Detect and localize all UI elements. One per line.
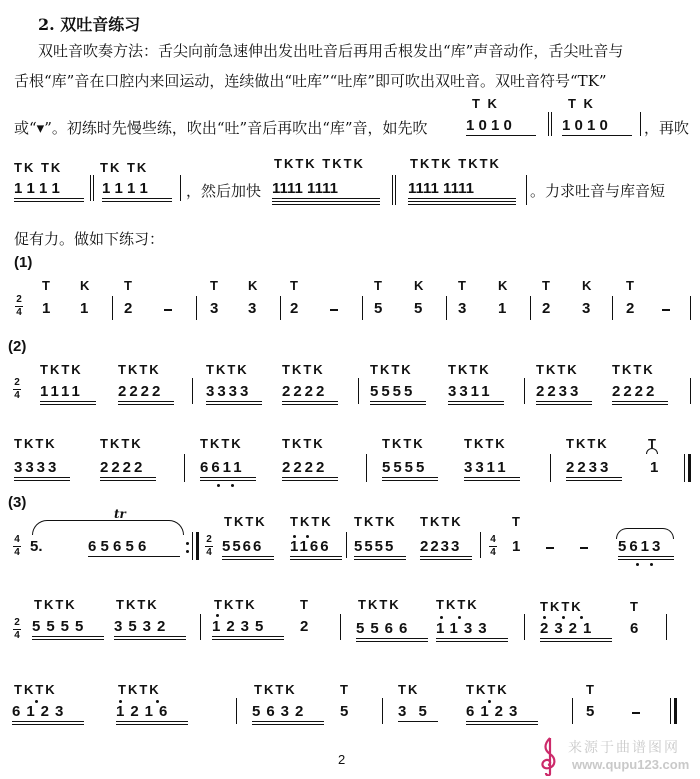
- tk-mark: TK: [398, 682, 420, 697]
- tk-mark: T: [586, 682, 596, 697]
- underline: [252, 724, 324, 725]
- tk-mark: TKTK: [464, 436, 507, 451]
- time-signature-bottom: 4: [16, 307, 22, 318]
- time-signature-bottom: 4: [490, 547, 496, 558]
- tk-mark: K: [498, 278, 510, 293]
- underline: [436, 638, 508, 639]
- tk-mark: T: [124, 278, 134, 293]
- tk-mark: TKTK: [40, 362, 83, 377]
- octave-dot: [156, 700, 159, 703]
- underline: [356, 641, 428, 642]
- note: 2: [542, 300, 551, 317]
- underline: [32, 639, 104, 640]
- underline: [566, 477, 622, 478]
- note-group: 2222: [612, 383, 658, 400]
- time-signature-top: 2: [14, 617, 20, 628]
- tk-mark: TKTK: [540, 599, 583, 614]
- tk-mark: K: [248, 278, 260, 293]
- underline: [562, 135, 632, 136]
- slur: [32, 520, 184, 535]
- note-group: 2222: [282, 383, 328, 400]
- inline-notes-6: 1111 1111: [408, 180, 474, 197]
- note: 1: [42, 300, 51, 317]
- underline: [618, 556, 674, 557]
- note-group: 5632: [252, 703, 310, 720]
- underline: [618, 559, 674, 560]
- barline: [640, 112, 641, 136]
- time-signature-bottom: 4: [14, 547, 20, 558]
- barline: [180, 175, 181, 201]
- inline-tk-1: T K: [472, 96, 499, 111]
- note: 2: [290, 300, 299, 317]
- time-signature-top: 4: [490, 534, 496, 545]
- tk-mark: T: [512, 514, 522, 529]
- octave-dot: [440, 616, 443, 619]
- barline: [690, 378, 691, 404]
- underline: [370, 404, 426, 405]
- barline: [90, 175, 91, 201]
- tk-mark: TKTK: [254, 682, 297, 697]
- tk-mark: TKTK: [14, 682, 57, 697]
- extension-dash: [580, 547, 588, 549]
- underline: [356, 638, 428, 639]
- note: 5: [414, 300, 423, 317]
- tk-mark: TKTK: [420, 514, 463, 529]
- barline: [550, 454, 551, 482]
- tk-mark: T: [290, 278, 300, 293]
- barline: [93, 175, 94, 201]
- note: 1: [80, 300, 89, 317]
- note: 3: [582, 300, 591, 317]
- tk-mark: TKTK: [214, 597, 257, 612]
- underline: [290, 559, 342, 560]
- tk-mark: T: [626, 278, 636, 293]
- barline: [196, 296, 197, 320]
- underline: [464, 480, 520, 481]
- tk-mark: T: [300, 597, 310, 612]
- note: 5: [340, 703, 349, 720]
- treble-clef-icon: [536, 736, 562, 776]
- tk-mark: TKTK: [282, 362, 325, 377]
- underline: [272, 204, 380, 205]
- barline: [346, 532, 347, 558]
- barline: [192, 378, 193, 404]
- underline: [200, 477, 256, 478]
- tk-mark: T: [542, 278, 552, 293]
- tk-mark: TKTK: [466, 682, 509, 697]
- underline: [222, 556, 274, 557]
- underline: [466, 135, 536, 136]
- note-group: 1111: [40, 383, 83, 400]
- note: 3: [248, 300, 257, 317]
- note-group: 2222: [282, 459, 328, 476]
- underline: [382, 480, 438, 481]
- inline-tk-3: TK TK: [14, 160, 63, 175]
- tk-mark: TKTK: [282, 436, 325, 451]
- note: 1: [512, 538, 521, 555]
- tk-mark: T: [340, 682, 350, 697]
- note-group: 6611: [200, 459, 245, 476]
- underline: [222, 559, 274, 560]
- note-group: 3333: [14, 459, 60, 476]
- tk-mark: T: [374, 278, 384, 293]
- underline: [398, 721, 438, 722]
- underline: [212, 639, 284, 640]
- paragraph-line-2: 舌根“库”音在口腔内来回运动，连续做出“吐库”“吐库”即可吹出双吐音。双吐音符号“TK”: [14, 72, 607, 90]
- trill-mark: tr: [114, 507, 126, 521]
- note-group: 6123: [12, 703, 70, 720]
- underline: [114, 636, 186, 637]
- paragraph-line-3b: ，再吹: [644, 119, 690, 137]
- octave-dot: [216, 614, 219, 617]
- octave-dot: [119, 700, 122, 703]
- underline: [408, 201, 516, 202]
- paragraph-line-5: 促有力。做如下练习：: [14, 230, 165, 248]
- tk-mark: K: [582, 278, 594, 293]
- paragraph-line-1: 双吐音吹奏方法：舌尖向前急速伸出发出吐音后再用舌根发出“库”声音动作，舌尖吐音与: [38, 42, 624, 60]
- barline: [446, 296, 447, 320]
- repeat-dot: [186, 550, 189, 553]
- octave-dot: [306, 535, 309, 538]
- extension-dash: [330, 309, 338, 311]
- repeat-dot: [186, 542, 189, 545]
- section-title: 2. 双吐音练习: [38, 15, 141, 34]
- underline: [436, 641, 508, 642]
- tk-mark: TKTK: [34, 597, 77, 612]
- octave-dot: [562, 616, 565, 619]
- barline: [684, 454, 685, 482]
- underline: [14, 201, 84, 202]
- note: 5: [586, 703, 595, 720]
- note-group: 1166: [290, 538, 331, 555]
- note-group: 2233: [536, 383, 582, 400]
- exercise-1-label: (1): [14, 254, 33, 271]
- underline: [32, 636, 104, 637]
- underline: [40, 404, 96, 405]
- note-group: 5555: [370, 383, 416, 400]
- underline: [448, 404, 504, 405]
- underline: [114, 639, 186, 640]
- barline: [236, 698, 237, 724]
- paragraph-line-3a: 或“▾”。初练时先慢些练，吹出“吐”音后再吹出“库”音，如先吹: [14, 119, 428, 137]
- note-group: 6 5 6 5 6: [88, 538, 147, 555]
- repeat-barline: [196, 532, 199, 560]
- barline: [670, 698, 671, 724]
- barline: [280, 296, 281, 320]
- time-signature-bottom: 4: [206, 547, 212, 558]
- underline: [282, 480, 338, 481]
- note-group: 2233: [420, 538, 462, 555]
- underline: [272, 198, 380, 199]
- barline: [184, 454, 185, 482]
- underline: [566, 480, 622, 481]
- fermata-icon: [646, 448, 658, 454]
- underline: [540, 641, 612, 642]
- underline: [118, 401, 174, 402]
- inline-notes-4: 1 1 1 1: [102, 180, 148, 197]
- tk-mark: TKTK: [290, 514, 333, 529]
- octave-dot: [650, 563, 653, 566]
- extension-dash: [164, 309, 172, 311]
- underline: [464, 477, 520, 478]
- octave-dot: [543, 616, 546, 619]
- tk-mark: K: [80, 278, 92, 293]
- barline: [480, 532, 481, 558]
- final-barline: [688, 454, 691, 482]
- note-group: 3311: [464, 459, 509, 476]
- note: 1: [650, 459, 659, 476]
- underline: [14, 480, 70, 481]
- barline: [192, 532, 193, 560]
- note-group: 5555: [354, 538, 396, 555]
- note: 5: [374, 300, 383, 317]
- underline: [14, 198, 84, 199]
- inline-tk-6: TKTK TKTK: [410, 156, 501, 171]
- exercise-3-label: (3): [8, 494, 27, 511]
- extension-dash: [546, 547, 554, 549]
- note: 3: [458, 300, 467, 317]
- underline: [612, 401, 668, 402]
- octave-dot: [217, 484, 220, 487]
- underline: [282, 401, 338, 402]
- underline: [12, 724, 84, 725]
- note: 6: [630, 620, 639, 637]
- tk-mark: TKTK: [448, 362, 491, 377]
- underline: [540, 638, 612, 639]
- note-group: 2321: [540, 620, 598, 637]
- underline: [272, 201, 380, 202]
- barline: [612, 296, 613, 320]
- underline: [118, 404, 174, 405]
- underline: [40, 401, 96, 402]
- barline: [382, 698, 383, 724]
- underline: [200, 480, 256, 481]
- tk-mark: TKTK: [612, 362, 655, 377]
- underline: [420, 556, 472, 557]
- tk-mark: TKTK: [382, 436, 425, 451]
- watermark-text: 来源于曲谱图网: [568, 740, 680, 756]
- barline: [690, 296, 691, 320]
- tk-mark: TKTK: [200, 436, 243, 451]
- watermark-url: www.qupu123.com: [572, 757, 690, 772]
- octave-dot: [458, 616, 461, 619]
- underline: [370, 401, 426, 402]
- note-group: 5566: [356, 620, 414, 637]
- underline: [420, 559, 472, 560]
- barline: [358, 378, 359, 404]
- note-group: 3333: [206, 383, 252, 400]
- inline-notes-1: 1 0 1 0: [466, 117, 512, 134]
- barline: [395, 175, 396, 205]
- tk-mark: TKTK: [354, 514, 397, 529]
- note: 2: [124, 300, 133, 317]
- tk-mark: TKTK: [566, 436, 609, 451]
- exercise-2-label: (2): [8, 338, 27, 355]
- note: 2: [300, 618, 309, 635]
- barline: [548, 112, 549, 136]
- barline: [526, 175, 527, 205]
- time-signature-top: 2: [14, 377, 20, 388]
- octave-dot: [636, 563, 639, 566]
- underline: [448, 401, 504, 402]
- underline: [282, 477, 338, 478]
- underline: [290, 556, 342, 557]
- paragraph-line-4b: 。力求吐音与库音短: [530, 182, 666, 200]
- barline: [530, 296, 531, 320]
- barline: [366, 454, 367, 482]
- tk-mark: T: [458, 278, 468, 293]
- underline: [88, 556, 180, 557]
- note-group: 5555: [32, 618, 90, 635]
- note-group: 2222: [118, 383, 164, 400]
- octave-dot: [293, 535, 296, 538]
- underline: [382, 477, 438, 478]
- time-signature-top: 2: [16, 294, 22, 305]
- underline: [102, 198, 172, 199]
- time-signature-bottom: 4: [14, 630, 20, 641]
- tk-mark: K: [414, 278, 426, 293]
- underline: [102, 201, 172, 202]
- note-group: 1133: [436, 620, 493, 637]
- final-barline: [674, 698, 677, 724]
- extension-dash: [632, 712, 640, 714]
- underline: [100, 480, 156, 481]
- underline: [206, 404, 262, 405]
- tk-mark: TKTK: [536, 362, 579, 377]
- time-signature-top: 2: [206, 534, 212, 545]
- underline: [536, 404, 592, 405]
- underline: [212, 636, 284, 637]
- underline: [354, 559, 406, 560]
- note-group: 3 5: [398, 703, 431, 720]
- underline: [14, 477, 70, 478]
- underline: [466, 724, 538, 725]
- tk-mark: TKTK: [118, 682, 161, 697]
- inline-tk-2: T K: [568, 96, 595, 111]
- octave-dot: [35, 700, 38, 703]
- barline: [200, 614, 201, 640]
- tk-mark: T: [630, 599, 640, 614]
- underline: [536, 401, 592, 402]
- octave-dot: [231, 484, 234, 487]
- underline: [408, 198, 516, 199]
- tk-mark: TKTK: [436, 597, 479, 612]
- note: 2: [626, 300, 635, 317]
- underline: [252, 721, 324, 722]
- inline-notes-3: 1 1 1 1: [14, 180, 60, 197]
- tk-mark: TKTK: [358, 597, 401, 612]
- barline: [340, 614, 341, 640]
- note-group: 2222: [100, 459, 146, 476]
- time-signature-top: 4: [14, 534, 20, 545]
- barline: [362, 296, 363, 320]
- tk-mark: TKTK: [14, 436, 57, 451]
- note-group: 5613: [618, 538, 664, 555]
- note-group: 1216: [116, 703, 174, 720]
- tk-mark: TKTK: [116, 597, 159, 612]
- inline-notes-2: 1 0 1 0: [562, 117, 608, 134]
- tk-mark: TKTK: [370, 362, 413, 377]
- barline: [392, 175, 393, 205]
- note-group: 3532: [114, 618, 172, 635]
- note-group: 3311: [448, 383, 493, 400]
- note-group: 1235: [212, 618, 270, 635]
- tk-mark: TKTK: [100, 436, 143, 451]
- inline-tk-4: TK TK: [100, 160, 149, 175]
- underline: [282, 404, 338, 405]
- octave-dot: [488, 700, 491, 703]
- underline: [612, 404, 668, 405]
- tk-mark: T: [42, 278, 52, 293]
- tk-mark: TKTK: [224, 514, 267, 529]
- inline-tk-5: TKTK TKTK: [274, 156, 365, 171]
- paragraph-line-4a: ，然后加快: [186, 182, 262, 200]
- tk-mark: T: [648, 436, 658, 451]
- underline: [466, 721, 538, 722]
- barline: [551, 112, 552, 136]
- note-group: 5566: [222, 538, 264, 555]
- underline: [408, 204, 516, 205]
- tk-mark: TKTK: [206, 362, 249, 377]
- barline: [524, 614, 525, 640]
- tk-mark: TKTK: [118, 362, 161, 377]
- underline: [100, 477, 156, 478]
- tk-mark: T: [210, 278, 220, 293]
- underline: [12, 721, 84, 722]
- page-number: 2: [338, 752, 346, 767]
- note-group: 2233: [566, 459, 612, 476]
- octave-dot: [580, 616, 583, 619]
- barline: [572, 698, 573, 724]
- note-group: 6123: [466, 703, 524, 720]
- barline: [524, 378, 525, 404]
- underline: [206, 401, 262, 402]
- underline: [116, 724, 188, 725]
- note: 3: [210, 300, 219, 317]
- inline-notes-5: 1111 1111: [272, 180, 338, 197]
- note-group: 5555: [382, 459, 428, 476]
- time-signature-bottom: 4: [14, 390, 20, 401]
- extension-dash: [662, 309, 670, 311]
- note: 5.: [30, 538, 43, 555]
- barline: [112, 296, 113, 320]
- note: 1: [498, 300, 507, 317]
- underline: [354, 556, 406, 557]
- barline: [666, 614, 667, 640]
- underline: [116, 721, 188, 722]
